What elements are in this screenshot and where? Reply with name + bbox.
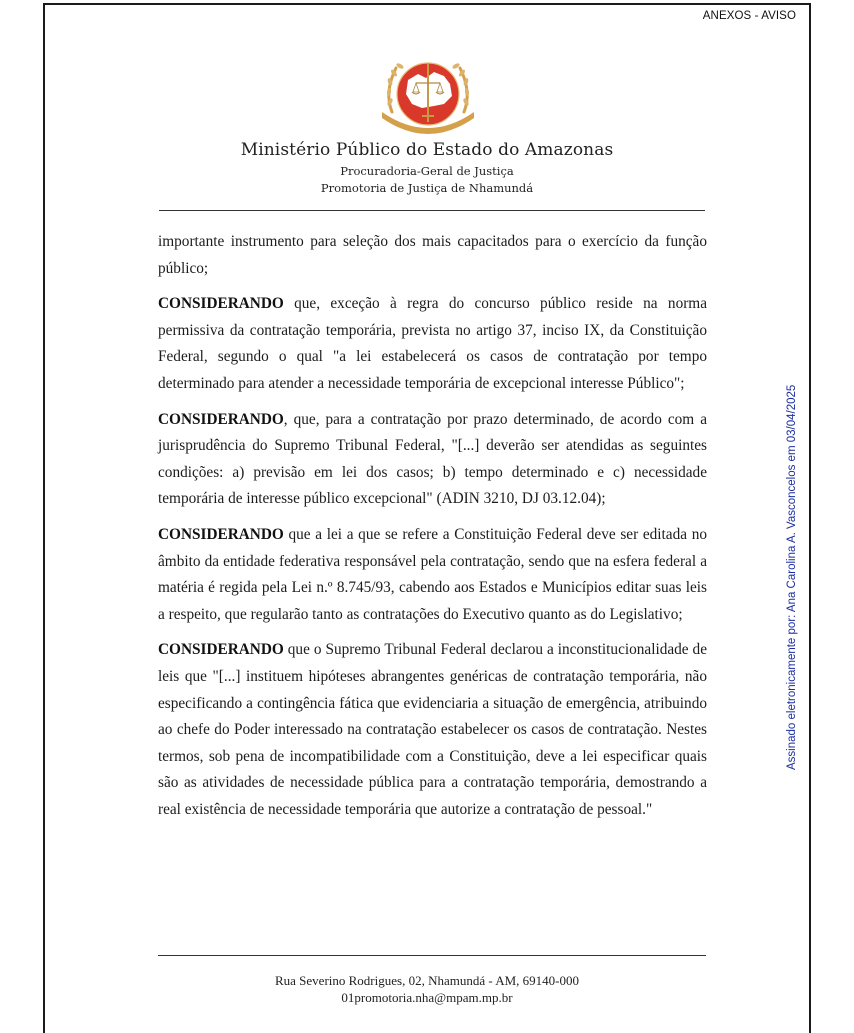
- institution-subtitle-2: Promotoria de Justiça de Nhamundá: [320, 181, 534, 195]
- paragraph-lead: CONSIDERANDO: [158, 295, 284, 313]
- paragraph-text: que, exceção à regra do concurso público reside na norma permissiva da contratação temporária, prevista no artigo 37, inciso IX, da Constituição Federal, segundo o qual "a lei estabelecerá os casos de contratação por tempo determinado para atender a necessidade temporária de excepcional interesse Público";: [158, 295, 707, 392]
- paragraph-text: que a lei a que se refere a Constituição Federal deve ser editada no âmbito da entidade federativa responsável pela contratação, sendo que na esfera federal a matéria é regida pela Lei n.º 8.745/93, cabendo aos Estados e Municípios editar suas leis a respeito, que regularão tanto as contratações do Executivo quanto as do Legislativo;: [158, 525, 707, 623]
- paragraph: [158, 407, 707, 513]
- header-divider: [159, 210, 705, 211]
- paragraph-text: importante instrumento para seleção dos mais capacitados para o exercício da função público;: [158, 233, 707, 277]
- electronic-signature-stamp: Assinado eletronicamente por: Ana Carolina A. Vasconcelos em 03/04/2025: [786, 384, 798, 770]
- annex-label: ANEXOS - AVISO: [702, 10, 796, 22]
- document-body: [158, 229, 707, 832]
- paragraph: [158, 522, 707, 628]
- paragraph: [158, 291, 707, 397]
- footer-email: 01promotoria.nha@mpam.mp.br: [341, 990, 513, 1005]
- paragraph-lead: CONSIDERANDO: [158, 641, 284, 659]
- paragraph: [158, 637, 707, 823]
- paragraph-text: , que, para a contratação por prazo determinado, de acordo com a jurisprudência do Supremo Tribunal Federal, "[...] deverão ser atendidas as seguintes condições: a) previsão em lei dos casos; b) tempo determinado e c) necessidade temporária de interesse público excepcional" (ADIN 3210, DJ 03.12.04);: [158, 410, 707, 508]
- paragraph-text: que o Supremo Tribunal Federal declarou a inconstitucionalidade de leis que "[...] instituem hipóteses abrangentes genéricas de contratação temporária, não especificando a contingência fática que evidenciaria a situação de emergência, atribuindo ao chefe do Poder interessado na contratação estabelecer os casos de contratação. Nestes termos, sob pena de incompatibilidade com a Constituição, deve a lei especificar quais são as atividades de necessidade pública para a contratação temporária, demostrando a real existência de necessidade temporária que autorize a contratação de pessoal.": [158, 641, 707, 818]
- mpam-seal-icon: [378, 52, 478, 138]
- paragraph-lead: CONSIDERANDO: [158, 410, 284, 428]
- footer-address: Rua Severino Rodrigues, 02, Nhamundá - AM, 69140-000: [274, 973, 580, 988]
- paragraph-lead: CONSIDERANDO: [158, 525, 284, 543]
- footer-divider: [158, 955, 706, 956]
- institution-subtitle-1: Procuradoria-Geral de Justiça: [340, 164, 514, 178]
- institution-title: Ministério Público do Estado do Amazonas: [240, 140, 614, 160]
- paragraph: [158, 229, 707, 282]
